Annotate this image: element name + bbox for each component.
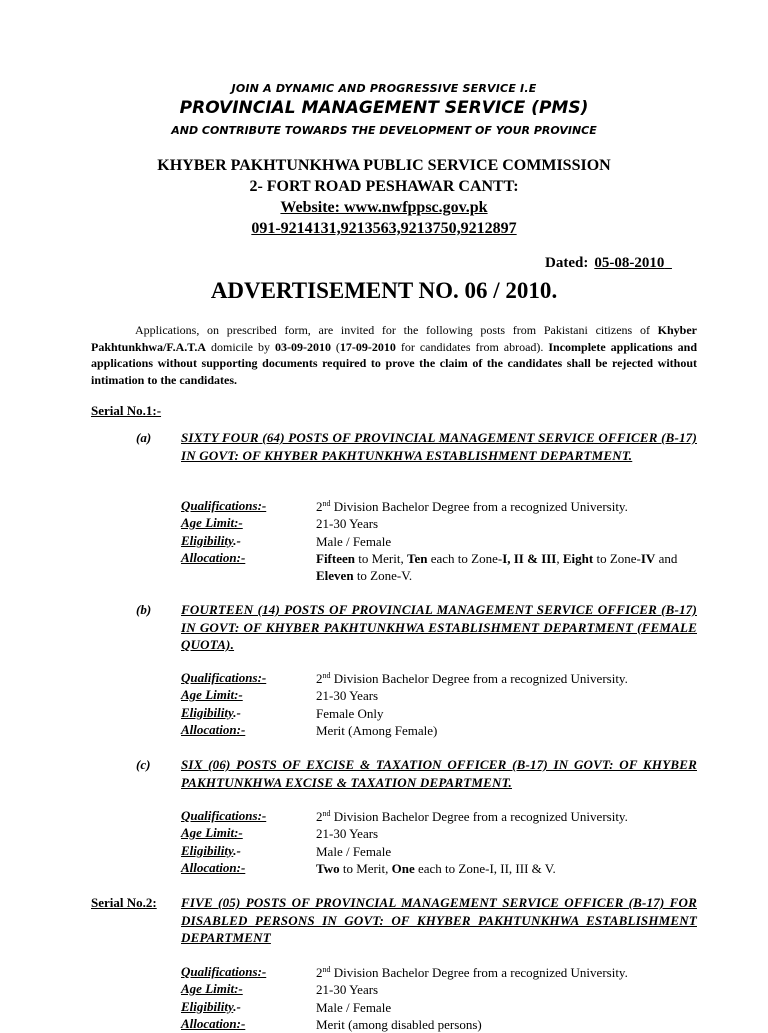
age-limit-value: 21-30 Years [316,516,379,532]
eligibility-value: Male / Female [316,999,392,1015]
eligibility-row [181,999,701,1016]
allocation-value: Fifteen to Merit, Ten each to Zone-I, II & III, Eight to Zone-IV and Eleven to Zone-V. [316,550,678,584]
intro-domicile: Khyber Pakhtunkhwa/F.A.T.A [91,323,697,354]
post-b-title: FOURTEEN (14) POSTS OF PROVINCIAL MANAGEMENT SERVICE OFFICER (B-17) IN GOVT: OF KHYBER PAKHTUNKHWA ESTABLISHMENT DEPARTMENT (FEMALE QUOTA). [181,602,697,652]
intro-text: Applications, on prescribed form, are invited for the following posts from Pakistani citizens of [135,323,658,337]
intro-deadline-abroad: 17-09-2010 [339,339,396,354]
qualifications-label: Qualifications:- [181,670,267,685]
post-b-letter: (b) [136,602,152,617]
age-limit-row [181,515,701,532]
allocation-row [181,860,701,877]
org-website: Website: www.nwfppsc.gov.pk [280,199,488,216]
qualifications-value: 2nd Division Bachelor Degree from a recognized University. [316,809,628,824]
age-limit-label: Age Limit:- [181,981,243,997]
qualifications-row [181,808,701,825]
eligibility-value: Female Only [316,705,384,721]
org-address: 2- FORT ROAD PESHAWAR CANTT: [249,178,519,195]
allocation-label: Allocation:- [181,721,246,737]
eligibility-value: Male / Female [316,843,392,859]
intro-deadline: 03-09-2010 [274,339,331,354]
qualifications-row [181,670,701,687]
age-limit-row [181,687,701,704]
serial-1-label: Serial No.1:- [91,403,162,418]
promo-line-1: JOIN A DYNAMIC AND PROGRESSIVE SERVICE I.E [231,82,537,95]
advertisement-number: ADVERTISEMENT NO. 06 / 2010 [210,278,552,303]
eligibility-row [181,705,701,722]
serial-2-post-title: FIVE (05) POSTS OF PROVINCIAL MANAGEMENT SERVICE OFFICER (B-17) FOR DISABLED PERSONS IN GOVT: OF KHYBER PAKHTUNKHWA ESTABLISHMENT DEPARTMENT [181,895,697,945]
post-b-details [181,670,701,739]
allocation-value: Merit (Among Female) [316,722,438,738]
eligibility-row [181,843,701,860]
dated-line [545,255,672,272]
post-a-letter: (a) [136,430,152,445]
eligibility-value: Male / Female [316,533,392,549]
age-limit-label: Age Limit:- [181,515,243,531]
intro-text: ( [330,339,340,354]
eligibility-label: Eligibility.- [181,532,241,548]
qualifications-label: Qualifications:- [181,964,267,979]
eligibility-label: Eligibility.- [181,842,241,858]
post-c-details [181,808,701,877]
dated-label: Dated: [545,255,589,271]
eligibility-label: Eligibility.- [181,704,241,720]
advertisement-title [0,278,768,304]
eligibility-row [181,533,701,550]
post-a-details [181,498,701,584]
org-phones: 091-9214131,9213563,9213750,9212897 [251,220,517,237]
qualifications-label: Qualifications:- [181,808,267,823]
allocation-value: Merit (among disabled persons) [316,1016,482,1032]
age-limit-label: Age Limit:- [181,687,243,703]
intro-text: domicile by [206,339,275,354]
qualifications-value: 2nd Division Bachelor Degree from a recognized University. [316,499,628,514]
qualifications-row [181,498,701,515]
age-limit-value: 21-30 Years [316,688,379,704]
post-c-letter: (c) [136,757,151,772]
intro-warning: Incomplete applications and applications without supporting documents required to prove the claim of the candidates shall be rejected without intimation to the candidates. [91,339,697,387]
qualifications-label: Qualifications:- [181,498,267,513]
qualifications-value: 2nd Division Bachelor Degree from a recognized University. [316,965,628,980]
allocation-row [181,550,701,585]
serial-2-details [181,964,701,1033]
promo-title: PROVINCIAL MANAGEMENT SERVICE (PMS) [179,98,589,118]
serial-2-label: Serial No.2: [91,895,157,910]
advertisement-title-dot: . [551,278,558,303]
allocation-label: Allocation:- [181,859,246,875]
intro-paragraph [91,322,697,388]
promo-line-3: AND CONTRIBUTE TOWARDS THE DEVELOPMENT OF YOUR PROVINCE [171,124,597,137]
eligibility-label: Eligibility.- [181,998,241,1014]
dated-value: 05-08-2010 [594,255,665,271]
age-limit-value: 21-30 Years [316,982,379,998]
org-name: KHYBER PAKHTUNKHWA PUBLIC SERVICE COMMISSION [157,157,611,174]
age-limit-row [181,825,701,842]
allocation-value: Two to Merit, One each to Zone-I, II, III & V. [316,860,556,876]
allocation-label: Allocation:- [181,549,246,565]
post-a-title: SIXTY FOUR (64) POSTS OF PROVINCIAL MANAGEMENT SERVICE OFFICER (B-17) IN GOVT: OF KHYBER PAKHTUNKHWA ESTABLISHMENT DEPARTMENT. [181,430,697,463]
allocation-row [181,722,701,739]
allocation-label: Allocation:- [181,1015,246,1031]
intro-text: for candidates from abroad). [395,339,549,354]
age-limit-label: Age Limit:- [181,825,243,841]
qualifications-row [181,964,701,981]
age-limit-row [181,981,701,998]
qualifications-value: 2nd Division Bachelor Degree from a recognized University. [316,671,628,686]
post-c-title: SIX (06) POSTS OF EXCISE & TAXATION OFFICER (B-17) IN GOVT: OF KHYBER PAKHTUNKHWA EXCISE & TAXATION DEPARTMENT. [181,757,697,790]
age-limit-value: 21-30 Years [316,826,379,842]
allocation-row [181,1016,701,1033]
